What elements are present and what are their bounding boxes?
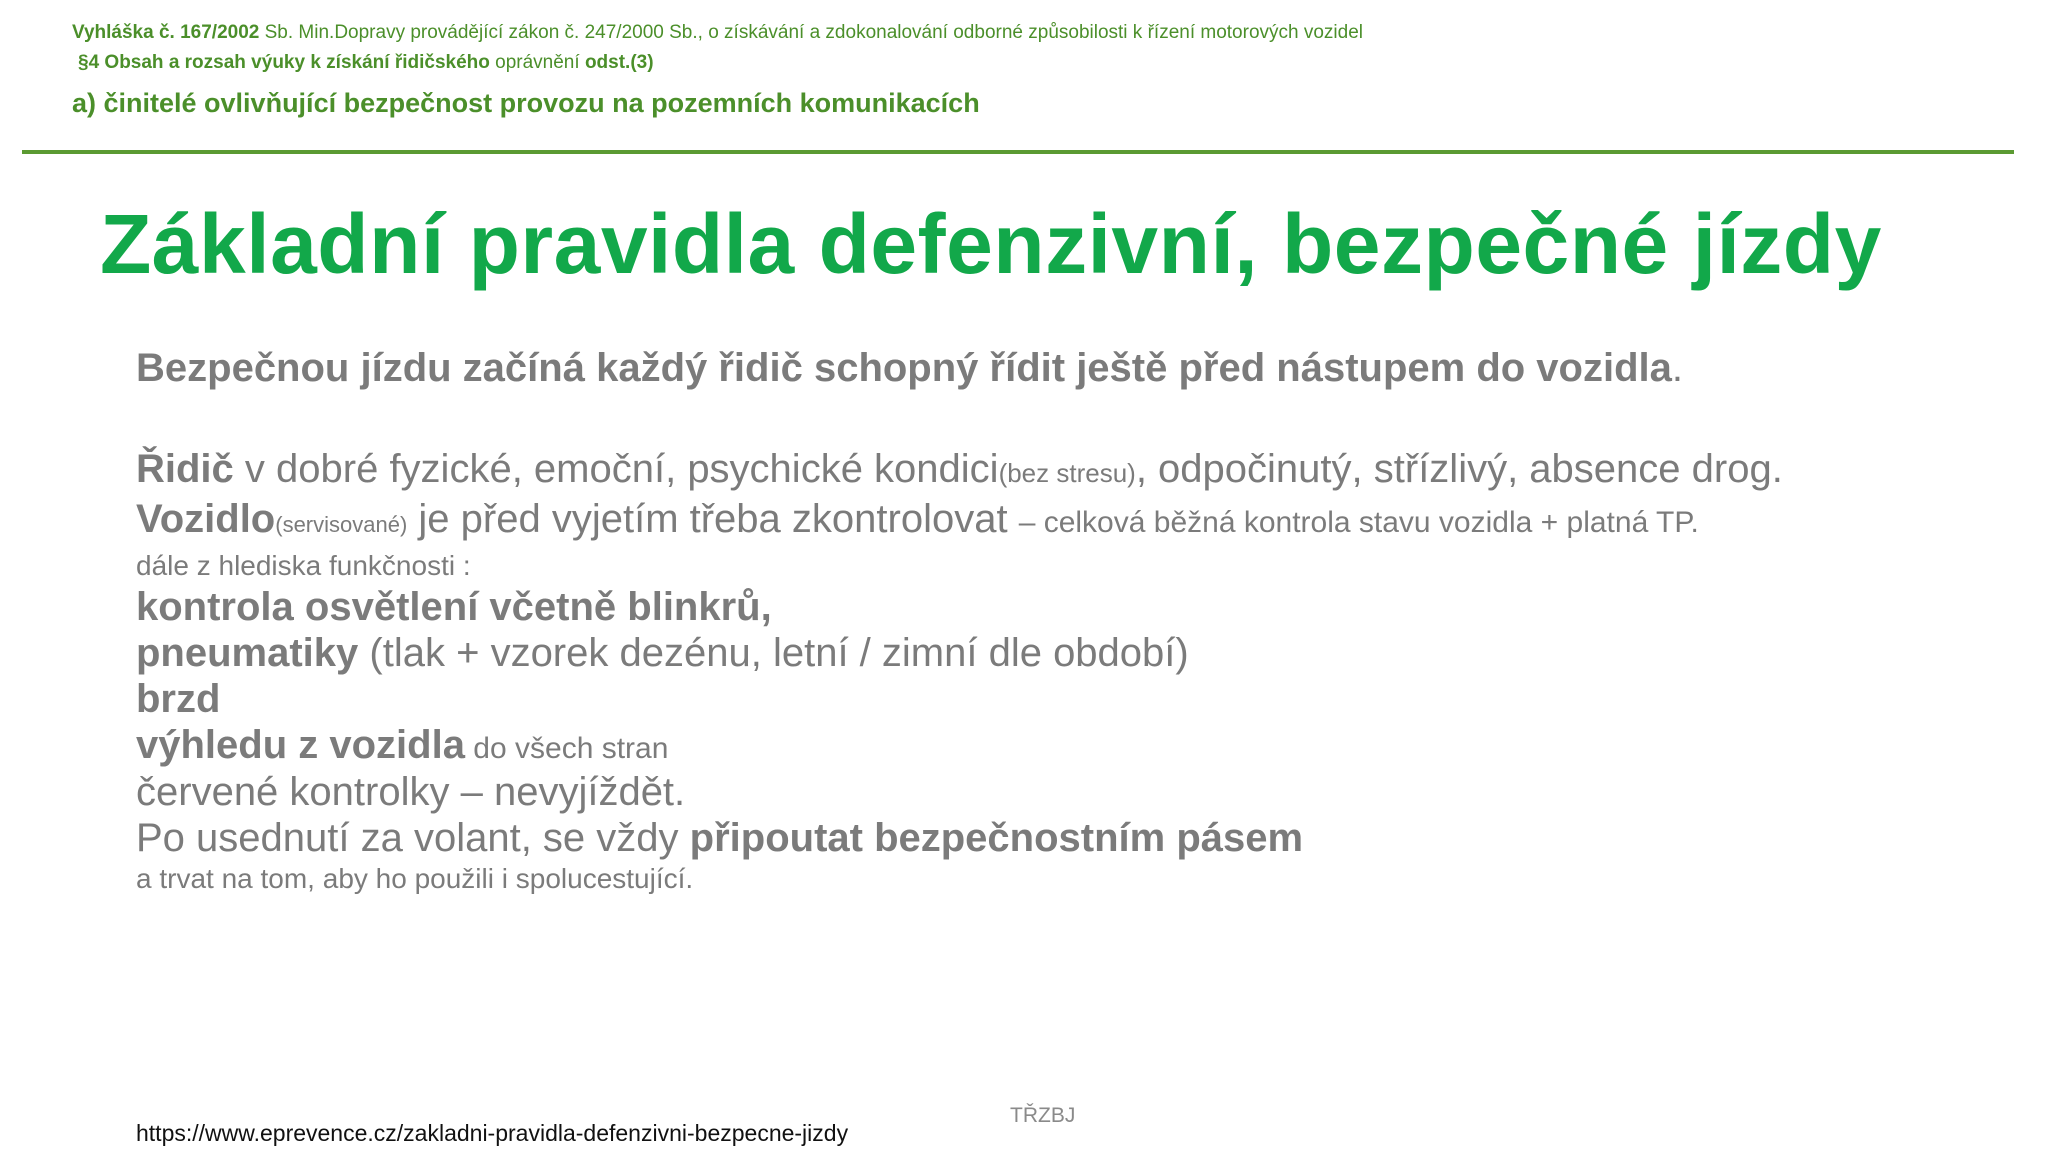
- topic-heading: a) činitelé ovlivňující bezpečnost provozu na pozemních komunikacích: [72, 88, 980, 118]
- intro-line: [136, 340, 1783, 396]
- slide-body: [136, 340, 1783, 897]
- intro-period: .: [1671, 346, 1684, 390]
- tyres-label: pneumatiky: [136, 631, 359, 675]
- vehicle-detail: – celková běžná kontrola stavu vozidla + platná TP.: [1018, 506, 1699, 539]
- driver-label: Řidič: [136, 447, 234, 491]
- header-divider: [22, 150, 2014, 154]
- vehicle-label: Vozidlo: [136, 497, 276, 541]
- driver-note: (bez stresu): [998, 458, 1136, 488]
- tyres-detail: (tlak + vzorek dezénu, letní / zimní dle období): [358, 631, 1189, 675]
- decree-description: Sb. Min.Dopravy provádějící zákon č. 247/2000 Sb., o získávání a zdokonalování odborné způsobilosti k řízení motorových vozidel: [259, 22, 1364, 43]
- vehicle-line: [136, 496, 1783, 548]
- function-line: dále z hlediska funkčnosti :: [136, 550, 471, 581]
- section-paragraph: odst.(3): [584, 52, 654, 73]
- view-label: výhledu z vozidla: [136, 723, 465, 767]
- driver-condition: v dobré fyzické, emoční, psychické kondici: [233, 447, 999, 491]
- tyres-line: [136, 630, 1783, 676]
- driver-line: [136, 446, 1783, 496]
- section-middle: oprávnění: [489, 52, 585, 73]
- belt-text: Po usednutí za volant, se vždy: [136, 816, 690, 860]
- belt-line: [136, 815, 1783, 861]
- section-line: [72, 48, 1363, 78]
- view-detail: do všech stran: [464, 732, 669, 765]
- brakes-line: brzd: [136, 677, 221, 721]
- belt-emphasis: připoutat bezpečnostním pásem: [689, 816, 1304, 860]
- intro-text: Bezpečnou jízdu začíná každý řidič schopný řídit ještě před nástupem do vozidla: [136, 346, 1672, 390]
- section-title: §4 Obsah a rozsah výuky k získání řidičského: [78, 52, 490, 73]
- view-line: [136, 722, 1783, 769]
- decree-number: Vyhláška č. 167/2002: [72, 22, 260, 43]
- vehicle-note: (servisované): [275, 512, 408, 537]
- source-link[interactable]: https://www.eprevence.cz/zakladni-pravidla-defenzivni-bezpecne-jizdy: [136, 1120, 849, 1146]
- slide-code: TŘZBJ: [1010, 1104, 1076, 1127]
- slide-header: [72, 18, 1363, 78]
- warning-line: červené kontrolky – nevyjíždět.: [136, 770, 686, 814]
- slide-title: Základní pravidla defenzivní, bezpečné jízdy: [100, 197, 1882, 291]
- driver-rest: , odpočinutý, střízlivý, absence drog.: [1135, 447, 1783, 491]
- passengers-line: a trvat na tom, aby ho použili i spolucestující.: [136, 863, 694, 894]
- vehicle-check: je před vyjetím třeba zkontrolovat: [407, 497, 1019, 541]
- decree-line: [72, 18, 1363, 48]
- lights-line: kontrola osvětlení včetně blinkrů,: [136, 585, 772, 629]
